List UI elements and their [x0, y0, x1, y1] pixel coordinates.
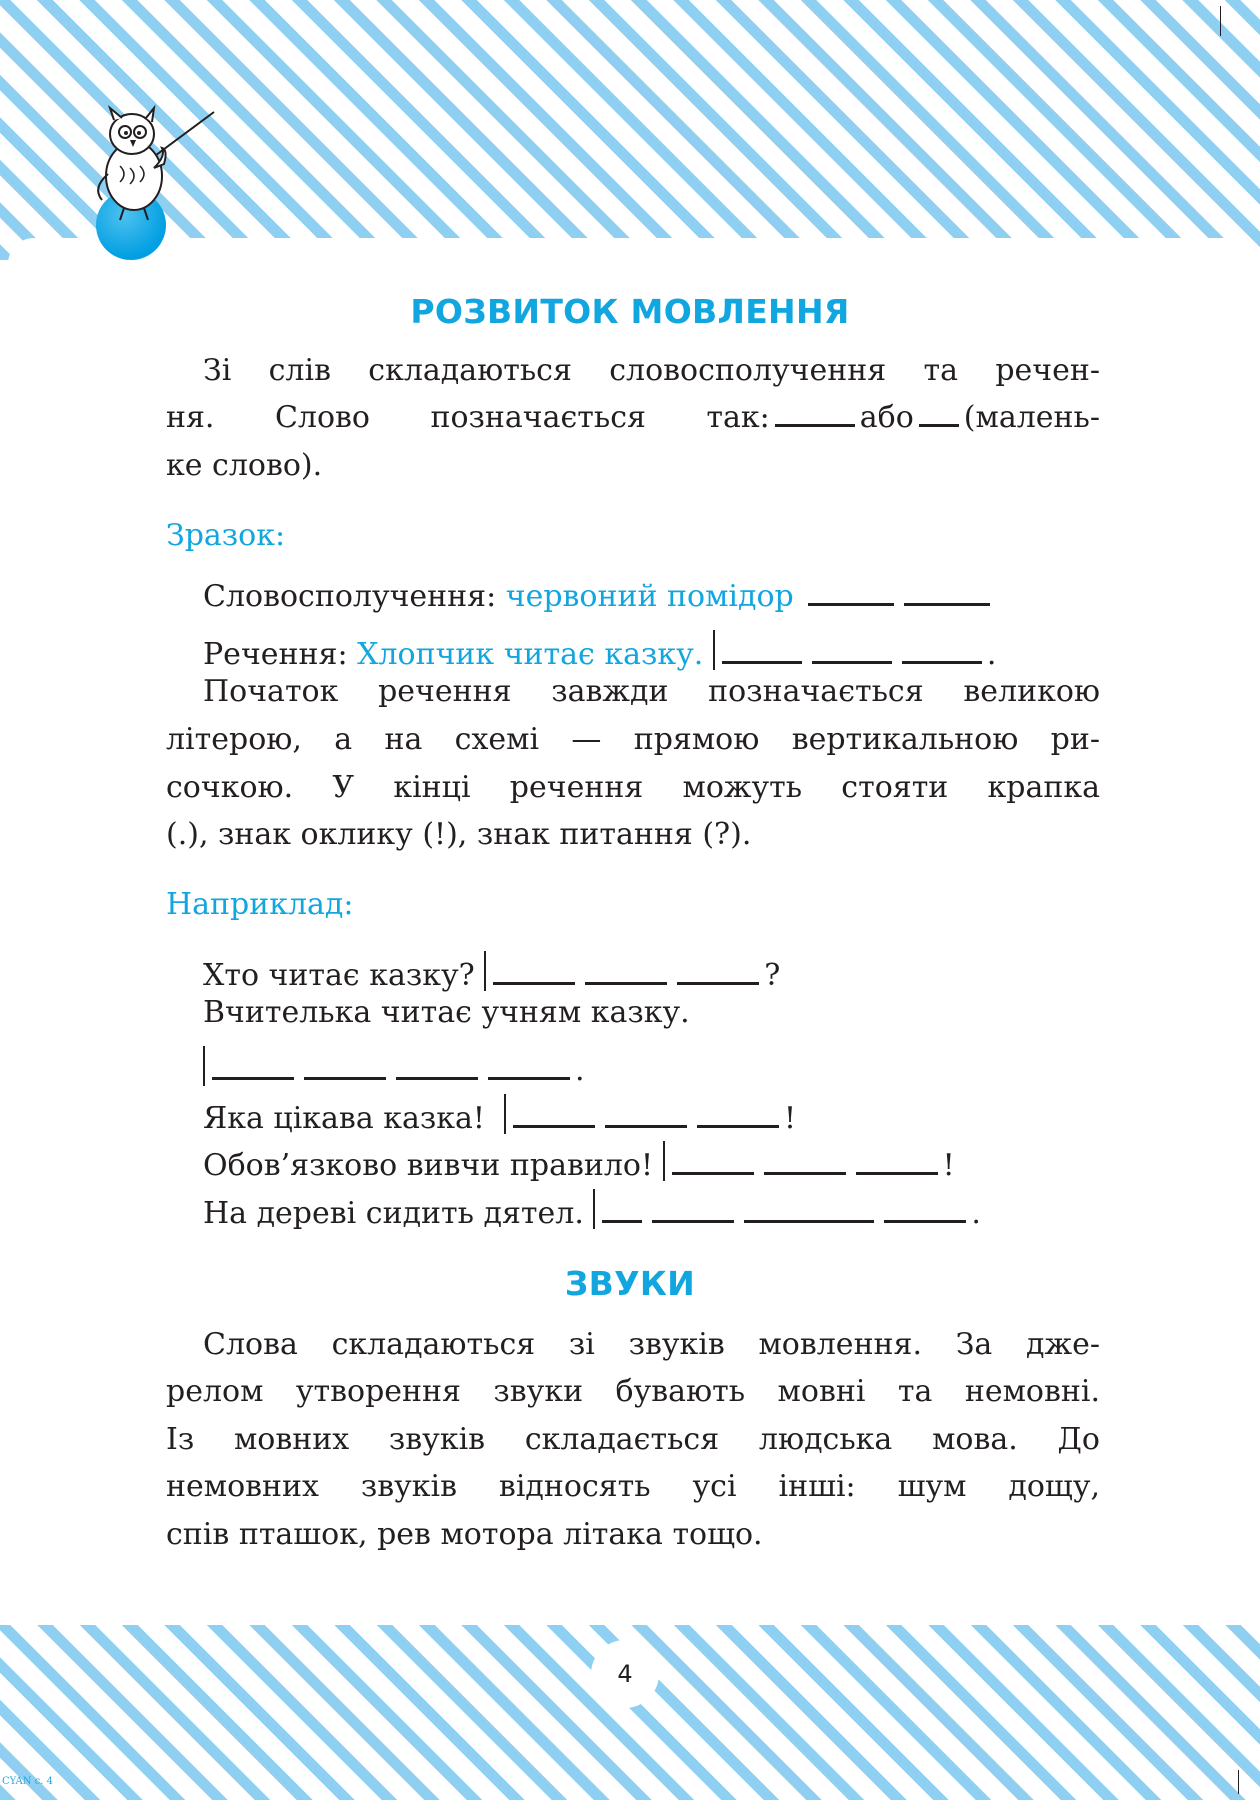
- scheme-blank: [513, 1125, 595, 1128]
- example-2: Вчителька читає учням казку.: [203, 995, 690, 1030]
- example-5: [203, 1189, 981, 1229]
- crop-mark-bottom: [1238, 1770, 1239, 1794]
- intro-line-2b: або: [859, 400, 914, 435]
- section-title-sounds: ЗВУКИ: [564, 1264, 696, 1303]
- sentence-end-mark: .: [986, 637, 997, 672]
- scheme-blank: [304, 1077, 386, 1080]
- example-1-end: ?: [764, 958, 781, 993]
- sounds-line-2: релом утворення звуки бувають мовні та немовні.: [166, 1374, 1100, 1409]
- scheme-blank: [812, 661, 892, 664]
- sentence-label: Речення:: [203, 637, 348, 672]
- crop-mark-top: [1220, 6, 1221, 36]
- scheme-blank: [585, 982, 667, 985]
- rule-line-4: (.), знак оклику (!), знак питання (?).: [166, 817, 752, 852]
- sounds-line-5: спів пташок, рев мотора літака тощо.: [166, 1517, 763, 1552]
- example-label: Наприклад:: [166, 887, 354, 922]
- example-5-text: На дереві сидить дятел.: [203, 1196, 584, 1231]
- rule-line-3: сочкою. У кінці речення можуть стояти крапка: [166, 770, 1100, 805]
- sounds-line-1: Слова складаються зі звуків мовлення. За дже-: [203, 1327, 1100, 1362]
- scheme-blank: [856, 1172, 938, 1175]
- example-2-scheme: [203, 1046, 585, 1086]
- intro-line-1: Зі слів складаються словосполучення та речен-: [203, 353, 1100, 388]
- scheme-blank: [884, 1220, 966, 1223]
- phrase-label: Словосполучення:: [203, 579, 497, 614]
- content-card: [8, 238, 1260, 1621]
- sentence-start-bar: [713, 630, 715, 670]
- example-1-text: Хто читає казку?: [203, 958, 475, 993]
- sample-phrase: [203, 579, 995, 614]
- sentence-start-bar: [484, 951, 486, 991]
- sentence-start-bar: [203, 1046, 205, 1086]
- example-2-end: .: [575, 1053, 585, 1088]
- example-1: [203, 951, 780, 991]
- sentence-start-bar: [593, 1189, 595, 1229]
- example-5-end: .: [971, 1196, 981, 1231]
- intro-line-2a: ня. Слово позначається так:: [166, 400, 770, 435]
- example-3-text: Яка цікава казка!: [203, 1101, 485, 1136]
- sounds-line-3: Із мовних звуків складається людська мова. До: [166, 1422, 1100, 1457]
- scheme-blank: [902, 661, 982, 664]
- sentence-start-bar: [504, 1094, 506, 1134]
- intro-line-3: ке слово).: [166, 448, 323, 483]
- scheme-blank: [904, 603, 990, 606]
- word-blank-long: [775, 424, 855, 427]
- scheme-blank: [652, 1220, 734, 1223]
- scheme-blank: [493, 982, 575, 985]
- sample-sentence: [203, 630, 996, 670]
- scheme-blank: [744, 1220, 874, 1223]
- intro-line-2c: (малень-: [963, 400, 1100, 435]
- sentence-start-bar: [663, 1141, 665, 1181]
- sentence-example: Хлопчик читає казку.: [357, 637, 704, 672]
- example-4-end: !: [942, 1148, 955, 1183]
- rule-line-2: літерою, а на схемі — прямою вертикальною ри-: [166, 722, 1100, 757]
- scheme-blank: [605, 1125, 687, 1128]
- print-mark: CYAN с. 4: [2, 1776, 53, 1787]
- scheme-blank: [212, 1077, 294, 1080]
- phrase-example: червоний помідор: [505, 579, 794, 614]
- example-3: [203, 1094, 796, 1134]
- intro-line-2: [166, 400, 1100, 435]
- scheme-blank: [722, 661, 802, 664]
- rule-line-1: Початок речення завжди позначається великою: [203, 674, 1100, 709]
- owl-teacher-icon: [84, 104, 224, 234]
- example-4-text: Обов’язково вивчи правило!: [203, 1148, 654, 1183]
- scheme-blank: [396, 1077, 478, 1080]
- sample-label: Зразок:: [166, 518, 286, 553]
- example-3-end: !: [784, 1101, 797, 1136]
- page-number: 4: [617, 1660, 633, 1688]
- scheme-blank: [677, 982, 759, 985]
- scheme-blank: [602, 1220, 642, 1223]
- scheme-blank: [808, 603, 894, 606]
- example-4: [203, 1141, 955, 1181]
- section-title-speech: РОЗВИТОК МОВЛЕННЯ: [410, 292, 850, 331]
- scheme-blank: [672, 1172, 754, 1175]
- scheme-blank: [488, 1077, 570, 1080]
- word-blank-short: [919, 424, 959, 427]
- sounds-line-4: немовних звуків відносять усі інші: шум дощу,: [166, 1469, 1100, 1504]
- scheme-blank: [697, 1125, 779, 1128]
- scheme-blank: [764, 1172, 846, 1175]
